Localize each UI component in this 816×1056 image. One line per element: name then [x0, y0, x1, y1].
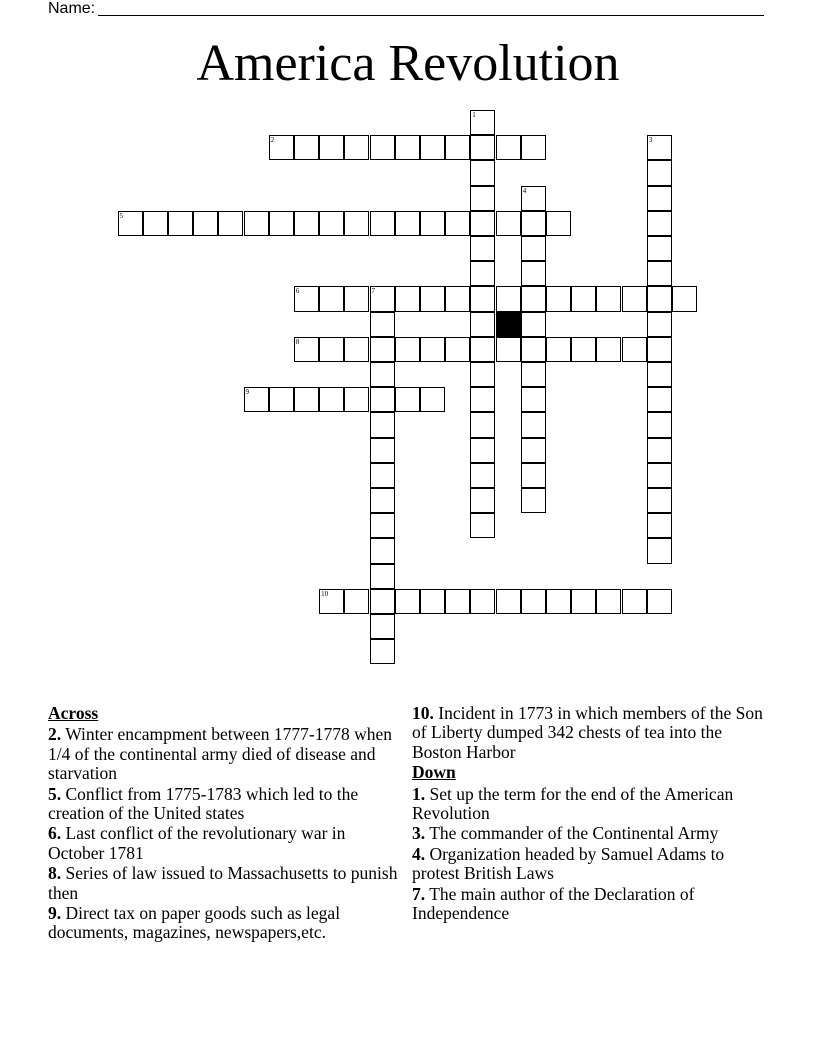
- crossword-cell[interactable]: [496, 286, 521, 311]
- crossword-cell[interactable]: [647, 589, 672, 614]
- clue-text: Conflict from 1775-1783 which led to the creation of the United states: [48, 783, 359, 824]
- cell-number: 9: [245, 388, 249, 397]
- crossword-cell[interactable]: [319, 387, 344, 412]
- crossword-cell[interactable]: [571, 337, 596, 362]
- crossword-cell[interactable]: [143, 211, 168, 236]
- crossword-cell[interactable]: [521, 438, 546, 463]
- crossword-cell[interactable]: [647, 186, 672, 211]
- cell-number: 3: [648, 136, 653, 145]
- crossword-cell[interactable]: [244, 387, 269, 412]
- crossword-cell[interactable]: [294, 337, 319, 362]
- crossword-cell[interactable]: [370, 639, 395, 664]
- crossword-cell[interactable]: [546, 589, 571, 614]
- name-label: Name:: [48, 0, 96, 17]
- crossword-cell[interactable]: [521, 186, 546, 211]
- clue-number: 3.: [412, 823, 426, 844]
- crossword-cell[interactable]: [344, 387, 369, 412]
- crossword-cell[interactable]: [470, 438, 495, 463]
- crossword-cell[interactable]: [521, 312, 546, 337]
- clue-across: [48, 824, 406, 863]
- crossword-cell[interactable]: [647, 412, 672, 437]
- crossword-cell[interactable]: [319, 211, 344, 236]
- crossword-cell[interactable]: [470, 412, 495, 437]
- crossword-cell[interactable]: [445, 211, 470, 236]
- cell-number: 2: [270, 136, 275, 145]
- crossword-cell[interactable]: [395, 589, 420, 614]
- crossword-cell[interactable]: [370, 463, 395, 488]
- crossword-cell[interactable]: [344, 135, 369, 160]
- crossword-cell[interactable]: [370, 211, 395, 236]
- crossword-cell[interactable]: [470, 211, 495, 236]
- crossword-cell[interactable]: [596, 589, 621, 614]
- clue-down: [412, 785, 772, 824]
- cell-number: 5: [119, 211, 123, 220]
- crossword-cell[interactable]: [521, 211, 546, 236]
- crossword-cell[interactable]: [168, 211, 193, 236]
- crossword-cell[interactable]: [395, 286, 420, 311]
- crossword-cell[interactable]: [370, 312, 395, 337]
- clue-across: [48, 864, 406, 903]
- cell-number: 1: [472, 111, 476, 119]
- clue-number: 5.: [48, 783, 62, 804]
- clue-text: Direct tax on paper goods such as legal documents, magazines, newspapers,etc.: [48, 903, 341, 943]
- crossword-cell[interactable]: [622, 337, 647, 362]
- cell-number: 4: [522, 186, 527, 195]
- crossword-cell[interactable]: [319, 286, 344, 311]
- crossword-cell[interactable]: [470, 488, 495, 513]
- crossword-cell[interactable]: [470, 589, 495, 614]
- crossword-cell[interactable]: [370, 589, 395, 614]
- crossword-cell[interactable]: [445, 337, 470, 362]
- clue-number: 4.: [412, 843, 426, 864]
- crossword-cell[interactable]: [370, 438, 395, 463]
- crossword-cell[interactable]: [420, 589, 445, 614]
- crossword-cell[interactable]: [294, 387, 319, 412]
- crossword-cell[interactable]: [319, 337, 344, 362]
- crossword-cell[interactable]: [370, 513, 395, 538]
- crossword-cell[interactable]: [647, 211, 672, 236]
- clue-number: 1.: [412, 783, 426, 804]
- crossword-cell[interactable]: [647, 538, 672, 563]
- crossword-cell[interactable]: [470, 160, 495, 185]
- crossword-cell[interactable]: [496, 135, 521, 160]
- crossword-cell[interactable]: [420, 387, 445, 412]
- crossword-cell[interactable]: [193, 211, 218, 236]
- across-heading: Across: [48, 703, 99, 723]
- crossword-cell[interactable]: [470, 387, 495, 412]
- crossword-cell[interactable]: [647, 438, 672, 463]
- clue-down: [412, 824, 772, 843]
- crossword-cell[interactable]: [470, 513, 495, 538]
- crossword-cell[interactable]: [344, 589, 369, 614]
- crossword-cell[interactable]: [496, 589, 521, 614]
- crossword-cell[interactable]: [622, 286, 647, 311]
- crossword-cell[interactable]: [395, 211, 420, 236]
- clue-across: [48, 725, 406, 783]
- crossword-cell[interactable]: [470, 110, 495, 135]
- crossword-cell[interactable]: [647, 513, 672, 538]
- cell-number: 7: [371, 287, 375, 296]
- crossword-cell[interactable]: [370, 564, 395, 589]
- cell-number: 8: [295, 337, 300, 346]
- clue-number: 2.: [48, 724, 62, 745]
- clue-text: Organization headed by Samuel Adams to protest British Laws: [412, 843, 725, 884]
- clue-number: 9.: [48, 903, 62, 924]
- crossword-cell[interactable]: [370, 135, 395, 160]
- crossword-cell[interactable]: [470, 186, 495, 211]
- page-title: America Revolution: [196, 35, 620, 92]
- crossword-cell[interactable]: [294, 286, 319, 311]
- crossword-cell[interactable]: [571, 589, 596, 614]
- crossword-cell[interactable]: [521, 412, 546, 437]
- crossword-cell[interactable]: [546, 337, 571, 362]
- crossword-cell[interactable]: [370, 286, 395, 311]
- crossword-cell[interactable]: [370, 412, 395, 437]
- clue-text: Last conflict of the revolutionary war in October 1781: [48, 823, 346, 863]
- clue-text: Incident in 1773 in which members of the Son of Liberty dumped 342 chests of tea into the Boston Harbor: [412, 703, 763, 762]
- crossword-cell[interactable]: [647, 387, 672, 412]
- crossword-cell[interactable]: [420, 337, 445, 362]
- crossword-cell[interactable]: [269, 135, 294, 160]
- crossword-cell[interactable]: [294, 135, 319, 160]
- crossword-cell[interactable]: [647, 488, 672, 513]
- clue-across: [48, 785, 406, 824]
- crossword-cell[interactable]: [521, 488, 546, 513]
- clue-across: [48, 904, 406, 943]
- crossword-shaded-cell: [496, 312, 521, 337]
- crossword-cell[interactable]: [496, 211, 521, 236]
- crossword-cell[interactable]: [672, 286, 697, 311]
- crossword-cell[interactable]: [521, 463, 546, 488]
- crossword-cell[interactable]: [344, 337, 369, 362]
- crossword-cell[interactable]: [647, 312, 672, 337]
- crossword-cell[interactable]: [420, 135, 445, 160]
- crossword-cell[interactable]: [521, 589, 546, 614]
- crossword-cell[interactable]: [470, 286, 495, 311]
- crossword-cell[interactable]: [470, 362, 495, 387]
- clue-number: 7.: [412, 883, 426, 904]
- crossword-cell[interactable]: [370, 337, 395, 362]
- crossword-cell[interactable]: [496, 337, 521, 362]
- crossword-cell[interactable]: [420, 211, 445, 236]
- crossword-cell[interactable]: [269, 211, 294, 236]
- crossword-cell[interactable]: [420, 286, 445, 311]
- crossword-cell[interactable]: [319, 135, 344, 160]
- crossword-cell[interactable]: [571, 286, 596, 311]
- crossword-cell[interactable]: [344, 286, 369, 311]
- crossword-cell[interactable]: [647, 160, 672, 185]
- cell-number: 6: [295, 287, 300, 296]
- clue-number: 8.: [48, 863, 62, 884]
- crossword-cell[interactable]: [445, 589, 470, 614]
- crossword-cell[interactable]: [470, 463, 495, 488]
- crossword-cell[interactable]: [647, 236, 672, 261]
- crossword-cell[interactable]: [395, 387, 420, 412]
- crossword-cell[interactable]: [395, 337, 420, 362]
- crossword-cell[interactable]: [370, 614, 395, 639]
- crossword-cell[interactable]: [647, 463, 672, 488]
- clues-left-column: [48, 704, 406, 944]
- crossword-cell[interactable]: [647, 337, 672, 362]
- crossword-cell[interactable]: [470, 135, 495, 160]
- crossword-cell[interactable]: [647, 286, 672, 311]
- crossword-cell[interactable]: [521, 362, 546, 387]
- crossword-cell[interactable]: [470, 236, 495, 261]
- crossword-cell[interactable]: [118, 211, 143, 236]
- crossword-cell[interactable]: [647, 261, 672, 286]
- crossword-cell[interactable]: [622, 589, 647, 614]
- clue-text: The commander of the Continental Army: [429, 823, 719, 844]
- crossword-cell[interactable]: [244, 211, 269, 236]
- clue-text: Set up the term for the end of the American Revolution: [412, 783, 734, 824]
- crossword-cell[interactable]: [521, 236, 546, 261]
- crossword-cell[interactable]: [445, 286, 470, 311]
- crossword-cell[interactable]: [521, 135, 546, 160]
- cell-number: 10: [321, 589, 329, 598]
- crossword-cell[interactable]: [546, 211, 571, 236]
- crossword-cell[interactable]: [596, 286, 621, 311]
- crossword-cell[interactable]: [521, 387, 546, 412]
- crossword-cell[interactable]: [445, 135, 470, 160]
- crossword-cell[interactable]: [470, 312, 495, 337]
- crossword-cell[interactable]: [546, 286, 571, 311]
- clue-text: Winter encampment between 1777-1778 when 1/4 of the continental army died of disease and starvation: [48, 724, 393, 784]
- crossword-cell[interactable]: [470, 261, 495, 286]
- clue-number: 6.: [48, 823, 62, 844]
- crossword-cell[interactable]: [218, 211, 243, 236]
- crossword-cell[interactable]: [470, 337, 495, 362]
- clue-across: [412, 704, 772, 762]
- clue-text: The main author of the Declaration of Independence: [412, 883, 695, 924]
- crossword-cell[interactable]: [370, 488, 395, 513]
- crossword-cell[interactable]: [269, 387, 294, 412]
- clue-text: Series of law issued to Massachusetts to punish then: [48, 863, 398, 903]
- crossword-cell[interactable]: [395, 135, 420, 160]
- crossword-cell[interactable]: [647, 362, 672, 387]
- down-heading: Down: [412, 762, 456, 783]
- crossword-cell[interactable]: [319, 589, 344, 614]
- crossword-cell[interactable]: [521, 337, 546, 362]
- crossword-cell[interactable]: [647, 135, 672, 160]
- crossword-cell[interactable]: [521, 261, 546, 286]
- crossword-cell[interactable]: [344, 211, 369, 236]
- clue-down: [412, 885, 772, 924]
- crossword-cell[interactable]: [294, 211, 319, 236]
- crossword-cell[interactable]: [370, 538, 395, 563]
- clues-right-column: [412, 704, 772, 924]
- crossword-cell[interactable]: [370, 387, 395, 412]
- clue-down: [412, 845, 772, 884]
- clue-number: 10.: [412, 703, 434, 723]
- crossword-cell[interactable]: [596, 337, 621, 362]
- crossword-cell[interactable]: [370, 362, 395, 387]
- crossword-cell[interactable]: [521, 286, 546, 311]
